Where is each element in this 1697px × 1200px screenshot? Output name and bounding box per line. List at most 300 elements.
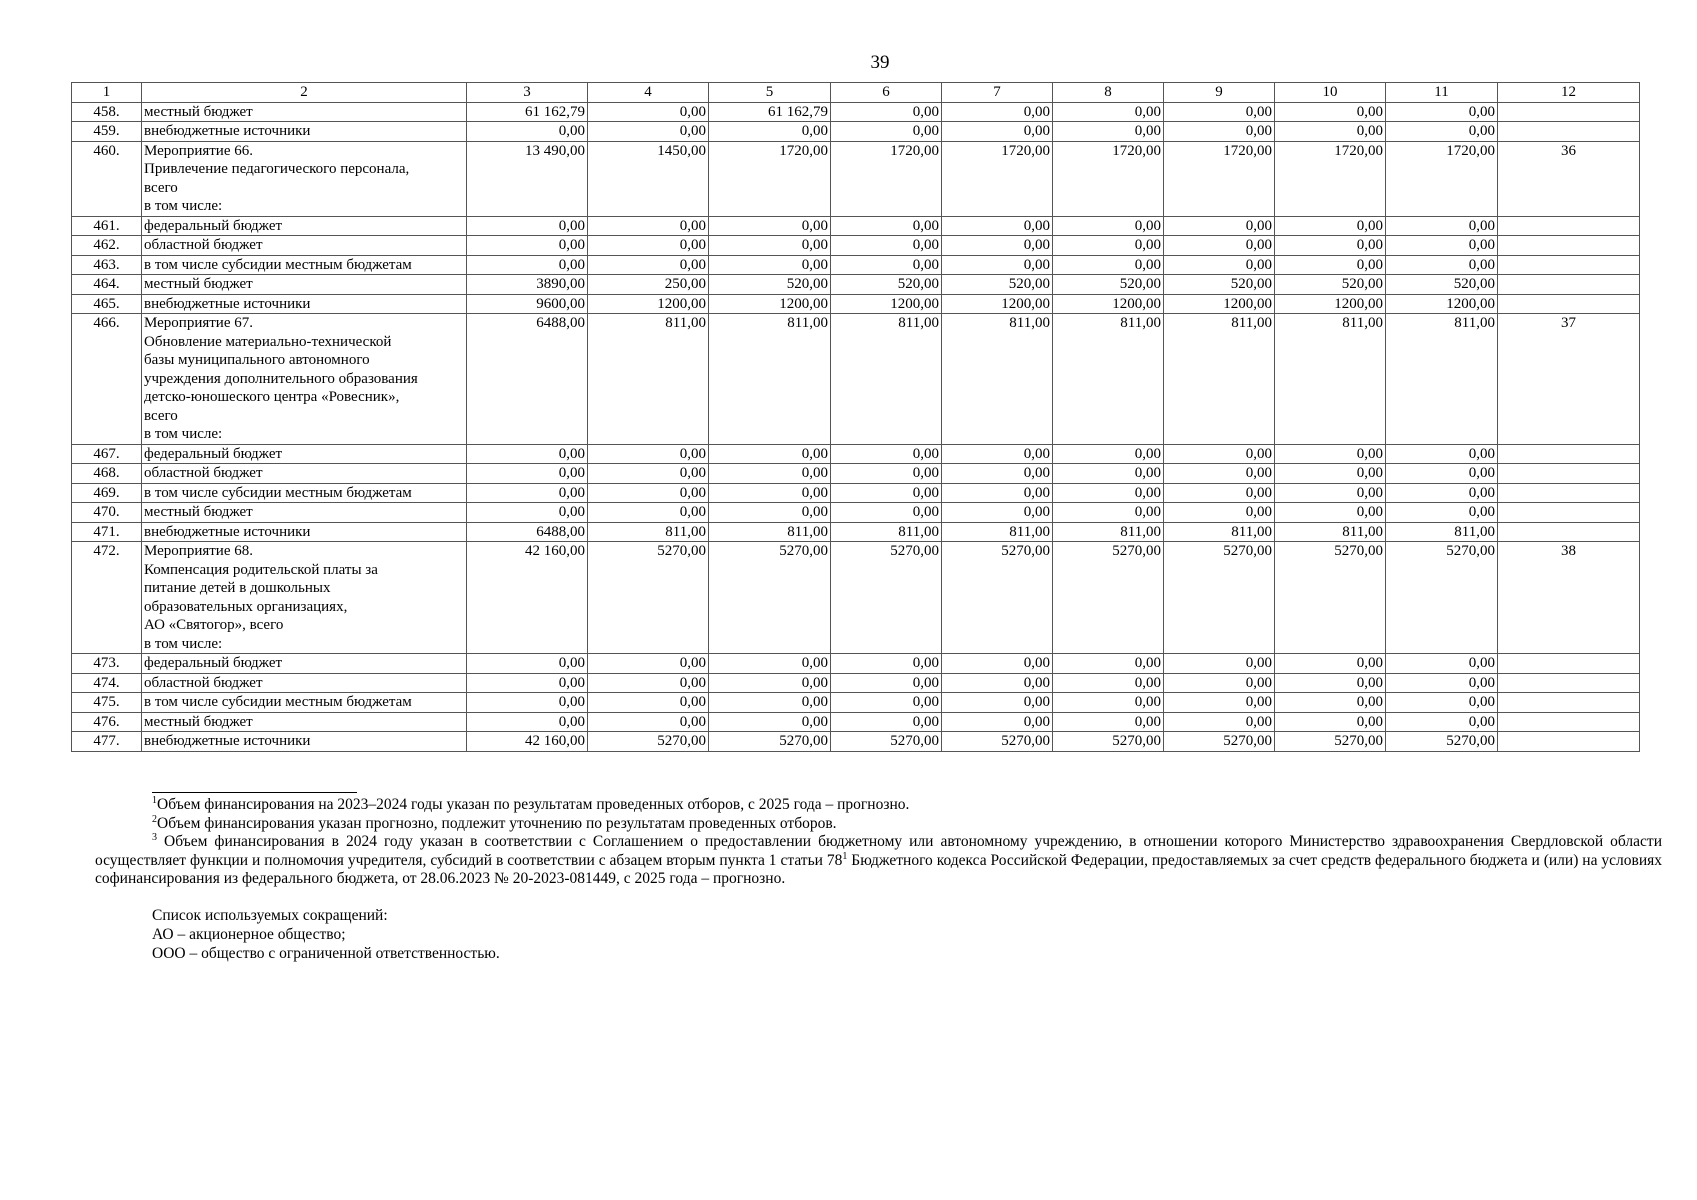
footnote-2 (95, 815, 1662, 834)
value-cell: 0,00 (709, 693, 831, 713)
value-cell: 0,00 (1386, 236, 1498, 256)
column-header: 7 (942, 83, 1053, 103)
value-cell: 0,00 (588, 255, 709, 275)
value-cell: 0,00 (1275, 503, 1386, 523)
value-cell: 1200,00 (831, 294, 942, 314)
row-number: 465. (72, 294, 142, 314)
value-cell: 0,00 (1275, 693, 1386, 713)
column-header: 5 (709, 83, 831, 103)
value-cell: 520,00 (1164, 275, 1275, 295)
value-cell: 0,00 (942, 236, 1053, 256)
table-row (72, 483, 1640, 503)
value-cell: 0,00 (709, 503, 831, 523)
abbreviation-item: ООО – общество с ограниченной ответственностью. (152, 945, 500, 962)
column-header: 4 (588, 83, 709, 103)
row-name (142, 444, 467, 464)
value-cell: 0,00 (1164, 236, 1275, 256)
value-cell: 0,00 (1053, 712, 1164, 732)
value-cell: 0,00 (1164, 216, 1275, 236)
row-name-line: в том числе субсидии местным бюджетам (144, 484, 412, 501)
value-cell: 0,00 (1275, 464, 1386, 484)
value-cell: 0,00 (1386, 122, 1498, 142)
table-row (72, 464, 1640, 484)
row-name (142, 236, 467, 256)
value-cell: 0,00 (831, 503, 942, 523)
target-ref-cell (1498, 275, 1640, 295)
value-cell: 0,00 (831, 102, 942, 122)
column-header: 8 (1053, 83, 1164, 103)
table-row (72, 542, 1640, 654)
value-cell: 0,00 (1164, 712, 1275, 732)
value-cell: 0,00 (831, 236, 942, 256)
row-name (142, 673, 467, 693)
value-cell: 6488,00 (467, 314, 588, 445)
target-ref-cell: 36 (1498, 141, 1640, 216)
value-cell: 0,00 (467, 464, 588, 484)
value-cell: 0,00 (588, 216, 709, 236)
value-cell: 0,00 (1275, 673, 1386, 693)
value-cell: 811,00 (831, 314, 942, 445)
value-cell: 5270,00 (709, 542, 831, 654)
column-header: 9 (1164, 83, 1275, 103)
budget-table (71, 82, 1640, 752)
target-ref-cell (1498, 444, 1640, 464)
target-ref-cell (1498, 673, 1640, 693)
target-ref-cell: 38 (1498, 542, 1640, 654)
value-cell: 811,00 (1275, 522, 1386, 542)
value-cell: 0,00 (942, 483, 1053, 503)
row-name-line: внебюджетные источники (144, 523, 311, 540)
value-cell: 42 160,00 (467, 732, 588, 752)
row-name-line: Мероприятие 67. (144, 315, 253, 331)
target-ref-cell (1498, 483, 1640, 503)
value-cell: 0,00 (831, 464, 942, 484)
value-cell: 0,00 (831, 122, 942, 142)
row-name (142, 464, 467, 484)
value-cell: 5270,00 (1386, 732, 1498, 752)
value-cell: 0,00 (588, 483, 709, 503)
value-cell: 1200,00 (588, 294, 709, 314)
value-cell: 0,00 (1053, 483, 1164, 503)
table-body (72, 102, 1640, 751)
table-row (72, 216, 1640, 236)
value-cell: 5270,00 (588, 732, 709, 752)
value-cell: 1720,00 (831, 141, 942, 216)
value-cell: 0,00 (1053, 444, 1164, 464)
value-cell: 0,00 (1386, 255, 1498, 275)
row-name (142, 275, 467, 295)
value-cell: 0,00 (1164, 255, 1275, 275)
footnote-text: Бюджетного кодекса Российской Федерации, предоставляемых за счет средств федерального бюджета и (или) на условиях софинансирования из федерального бюджета, от 28.06.2023 № 20-2023-081449, с 2025 года – прогнозно. (95, 851, 1662, 887)
value-cell: 6488,00 (467, 522, 588, 542)
row-name-line: питание детей в дошкольных (144, 580, 331, 596)
value-cell: 0,00 (1053, 654, 1164, 674)
value-cell: 1720,00 (1053, 141, 1164, 216)
value-cell: 811,00 (831, 522, 942, 542)
value-cell: 0,00 (1386, 654, 1498, 674)
row-number: 464. (72, 275, 142, 295)
row-name-line: учреждения дополнительного образования (144, 370, 418, 387)
row-name-line: местный бюджет (144, 713, 253, 730)
value-cell: 5270,00 (1164, 542, 1275, 654)
value-cell: 811,00 (1275, 314, 1386, 445)
value-cell: 0,00 (942, 693, 1053, 713)
value-cell: 0,00 (831, 255, 942, 275)
value-cell: 0,00 (709, 236, 831, 256)
value-cell: 9600,00 (467, 294, 588, 314)
value-cell: 0,00 (1386, 712, 1498, 732)
footnote-3 (95, 833, 1662, 889)
page-number: 39 (870, 52, 890, 73)
target-ref-cell (1498, 522, 1640, 542)
row-name-line: базы муниципального автономного (144, 352, 370, 368)
value-cell: 0,00 (1386, 483, 1498, 503)
value-cell: 0,00 (831, 673, 942, 693)
footnote-text: Объем финансирования в 2024 году указан в соответствии с Соглашением о предоставлении бюджетному или автономному учреждению, в отношении которого Министерство здравоохранения Свердловской области осуществляет функции и полномочия учредителя, субсидий в соответствии с абзацем вторым пункта 1 статьи 78 (95, 833, 1662, 869)
value-cell: 0,00 (467, 255, 588, 275)
row-name-line: в том числе: (144, 635, 223, 652)
value-cell: 0,00 (831, 654, 942, 674)
value-cell: 811,00 (588, 522, 709, 542)
value-cell: 0,00 (467, 503, 588, 523)
row-name-line: местный бюджет (144, 504, 253, 520)
value-cell: 250,00 (588, 275, 709, 295)
column-header: 1 (72, 83, 142, 103)
value-cell: 0,00 (1053, 236, 1164, 256)
value-cell: 5270,00 (1164, 732, 1275, 752)
row-name (142, 102, 467, 122)
value-cell: 811,00 (709, 522, 831, 542)
value-cell: 0,00 (588, 654, 709, 674)
row-name-line: Компенсация родительской платы за (144, 561, 378, 578)
row-name (142, 314, 467, 445)
row-name (142, 542, 467, 654)
value-cell: 1720,00 (942, 141, 1053, 216)
row-number: 460. (72, 141, 142, 216)
value-cell: 0,00 (1164, 464, 1275, 484)
value-cell: 811,00 (1386, 522, 1498, 542)
row-number: 469. (72, 483, 142, 503)
row-name-line: местный бюджет (144, 103, 253, 120)
row-name-line: Мероприятие 68. (144, 543, 253, 559)
value-cell: 0,00 (467, 216, 588, 236)
table-row (72, 102, 1640, 122)
value-cell: 5270,00 (1053, 732, 1164, 752)
table-row (72, 275, 1640, 295)
row-name (142, 216, 467, 236)
value-cell: 0,00 (588, 673, 709, 693)
value-cell: 0,00 (467, 712, 588, 732)
row-name-line: внебюджетные источники (144, 123, 311, 139)
row-name-line: в том числе субсидии местным бюджетам (144, 694, 412, 710)
table-row (72, 141, 1640, 216)
value-cell: 0,00 (1275, 102, 1386, 122)
row-name-line: в том числе: (144, 426, 223, 442)
row-number: 462. (72, 236, 142, 256)
value-cell: 3890,00 (467, 275, 588, 295)
footnote-text: Объем финансирования на 2023–2024 годы указан по результатам проведенных отборов, с 2025 года – прогнозно. (157, 796, 910, 813)
value-cell: 0,00 (1386, 503, 1498, 523)
value-cell: 0,00 (467, 654, 588, 674)
value-cell: 0,00 (1164, 654, 1275, 674)
row-name-line: федеральный бюджет (144, 655, 283, 671)
target-ref-cell (1498, 503, 1640, 523)
value-cell: 0,00 (588, 464, 709, 484)
target-ref-cell (1498, 122, 1640, 142)
value-cell: 0,00 (1275, 236, 1386, 256)
value-cell: 0,00 (709, 483, 831, 503)
value-cell: 0,00 (942, 102, 1053, 122)
row-name-line: Мероприятие 66. (144, 142, 253, 159)
value-cell: 0,00 (1275, 216, 1386, 236)
row-number: 458. (72, 102, 142, 122)
value-cell: 0,00 (588, 122, 709, 142)
value-cell: 0,00 (1053, 673, 1164, 693)
value-cell: 1200,00 (1386, 294, 1498, 314)
row-name-line: всего (144, 179, 178, 196)
value-cell: 0,00 (1164, 444, 1275, 464)
value-cell: 0,00 (588, 236, 709, 256)
row-name-line: областной бюджет (144, 674, 263, 691)
value-cell: 61 162,79 (467, 102, 588, 122)
table-row (72, 522, 1640, 542)
value-cell: 0,00 (709, 122, 831, 142)
footnote-mark: 3 (152, 832, 157, 843)
row-number: 475. (72, 693, 142, 713)
row-name-line: в том числе: (144, 198, 223, 214)
value-cell: 0,00 (709, 444, 831, 464)
value-cell: 0,00 (1386, 464, 1498, 484)
table-row (72, 732, 1640, 752)
value-cell: 520,00 (1275, 275, 1386, 295)
row-name (142, 255, 467, 275)
row-name (142, 294, 467, 314)
target-ref-cell (1498, 216, 1640, 236)
row-name-line: внебюджетные источники (144, 295, 311, 312)
row-name-line: областной бюджет (144, 465, 263, 481)
table-row (72, 503, 1640, 523)
row-number: 459. (72, 122, 142, 142)
value-cell: 0,00 (1053, 122, 1164, 142)
row-number: 473. (72, 654, 142, 674)
value-cell: 811,00 (1053, 314, 1164, 445)
value-cell: 5270,00 (709, 732, 831, 752)
value-cell: 0,00 (588, 102, 709, 122)
value-cell: 0,00 (942, 712, 1053, 732)
value-cell: 811,00 (1164, 314, 1275, 445)
row-name-line: местный бюджет (144, 276, 253, 292)
value-cell: 0,00 (467, 483, 588, 503)
footnote-1 (95, 796, 1662, 815)
value-cell: 811,00 (1386, 314, 1498, 445)
column-header: 3 (467, 83, 588, 103)
row-name-line: в том числе субсидии местным бюджетам (144, 256, 412, 273)
footnote-mark: 1 (152, 795, 157, 806)
value-cell: 0,00 (709, 216, 831, 236)
value-cell: 0,00 (942, 464, 1053, 484)
row-number: 474. (72, 673, 142, 693)
column-header: 2 (142, 83, 467, 103)
value-cell: 1720,00 (1386, 141, 1498, 216)
value-cell: 520,00 (831, 275, 942, 295)
value-cell: 0,00 (1164, 693, 1275, 713)
value-cell: 0,00 (467, 122, 588, 142)
value-cell: 5270,00 (1053, 542, 1164, 654)
value-cell: 0,00 (942, 122, 1053, 142)
value-cell: 0,00 (1275, 712, 1386, 732)
value-cell: 0,00 (942, 216, 1053, 236)
value-cell: 0,00 (1275, 654, 1386, 674)
value-cell: 0,00 (709, 654, 831, 674)
value-cell: 0,00 (831, 216, 942, 236)
footnote-mark: 1 (842, 850, 848, 862)
row-number: 472. (72, 542, 142, 654)
row-number: 466. (72, 314, 142, 445)
table-row (72, 693, 1640, 713)
value-cell: 0,00 (1164, 102, 1275, 122)
value-cell: 520,00 (1386, 275, 1498, 295)
value-cell: 0,00 (942, 654, 1053, 674)
value-cell: 1720,00 (1164, 141, 1275, 216)
footnote-separator (152, 792, 357, 793)
value-cell: 0,00 (1275, 122, 1386, 142)
table-row (72, 654, 1640, 674)
row-name (142, 122, 467, 142)
value-cell: 0,00 (467, 236, 588, 256)
value-cell: 5270,00 (831, 732, 942, 752)
value-cell: 811,00 (588, 314, 709, 445)
column-header: 10 (1275, 83, 1386, 103)
value-cell: 0,00 (709, 255, 831, 275)
value-cell: 520,00 (942, 275, 1053, 295)
value-cell: 0,00 (831, 712, 942, 732)
value-cell: 0,00 (1386, 693, 1498, 713)
table-row (72, 673, 1640, 693)
row-number: 471. (72, 522, 142, 542)
row-name (142, 522, 467, 542)
value-cell: 0,00 (1053, 693, 1164, 713)
row-name (142, 483, 467, 503)
value-cell: 0,00 (588, 712, 709, 732)
table-row (72, 255, 1640, 275)
target-ref-cell (1498, 712, 1640, 732)
value-cell: 1200,00 (942, 294, 1053, 314)
value-cell: 1200,00 (1164, 294, 1275, 314)
row-number: 477. (72, 732, 142, 752)
row-name (142, 141, 467, 216)
row-name-line: Обновление материально-технической (144, 333, 392, 350)
row-name-line: федеральный бюджет (144, 217, 283, 234)
value-cell: 0,00 (1386, 673, 1498, 693)
row-number: 476. (72, 712, 142, 732)
row-name-line: АО «Святогор», всего (144, 617, 284, 633)
value-cell: 0,00 (1053, 102, 1164, 122)
target-ref-cell (1498, 464, 1640, 484)
value-cell: 0,00 (942, 444, 1053, 464)
value-cell: 0,00 (942, 503, 1053, 523)
value-cell: 5270,00 (588, 542, 709, 654)
value-cell: 0,00 (1164, 122, 1275, 142)
target-ref-cell (1498, 255, 1640, 275)
value-cell: 1200,00 (1275, 294, 1386, 314)
row-name (142, 654, 467, 674)
value-cell: 1720,00 (1275, 141, 1386, 216)
value-cell: 0,00 (1386, 102, 1498, 122)
footnote-mark: 2 (152, 813, 157, 825)
value-cell: 0,00 (1275, 255, 1386, 275)
value-cell: 0,00 (1275, 444, 1386, 464)
abbreviation-item: АО – акционерное общество; (152, 926, 346, 943)
value-cell: 0,00 (1164, 483, 1275, 503)
value-cell: 811,00 (1164, 522, 1275, 542)
value-cell: 0,00 (1164, 503, 1275, 523)
value-cell: 42 160,00 (467, 542, 588, 654)
value-cell: 13 490,00 (467, 141, 588, 216)
value-cell: 520,00 (1053, 275, 1164, 295)
footnotes (95, 792, 1662, 889)
value-cell: 5270,00 (1386, 542, 1498, 654)
value-cell: 811,00 (942, 314, 1053, 445)
table-row (72, 122, 1640, 142)
row-name (142, 732, 467, 752)
row-number: 470. (72, 503, 142, 523)
target-ref-cell (1498, 236, 1640, 256)
abbreviations-title: Список используемых сокращений: (152, 907, 388, 924)
target-ref-cell (1498, 102, 1640, 122)
value-cell: 0,00 (588, 503, 709, 523)
target-ref-cell (1498, 654, 1640, 674)
table-row (72, 712, 1640, 732)
value-cell: 1720,00 (709, 141, 831, 216)
value-cell: 0,00 (831, 693, 942, 713)
column-header: 6 (831, 83, 942, 103)
target-ref-cell (1498, 732, 1640, 752)
value-cell: 0,00 (1386, 444, 1498, 464)
row-name-line: всего (144, 407, 178, 424)
column-header: 12 (1498, 83, 1640, 103)
value-cell: 811,00 (942, 522, 1053, 542)
row-name (142, 712, 467, 732)
value-cell: 0,00 (831, 444, 942, 464)
value-cell: 0,00 (467, 693, 588, 713)
table-row (72, 236, 1640, 256)
value-cell: 5270,00 (1275, 542, 1386, 654)
row-name-line: образовательных организациях, (144, 598, 348, 615)
value-cell: 0,00 (942, 673, 1053, 693)
row-name-line: федеральный бюджет (144, 445, 283, 462)
row-name (142, 693, 467, 713)
target-ref-cell: 37 (1498, 314, 1640, 445)
value-cell: 0,00 (709, 464, 831, 484)
value-cell: 0,00 (588, 693, 709, 713)
row-name (142, 503, 467, 523)
table-header-row (72, 83, 1640, 103)
target-ref-cell (1498, 693, 1640, 713)
value-cell: 811,00 (709, 314, 831, 445)
value-cell: 0,00 (1164, 673, 1275, 693)
value-cell: 0,00 (1053, 255, 1164, 275)
row-number: 467. (72, 444, 142, 464)
table-row (72, 294, 1640, 314)
value-cell: 1200,00 (709, 294, 831, 314)
value-cell: 1450,00 (588, 141, 709, 216)
row-name-line: Привлечение педагогического персонала, (144, 161, 410, 177)
row-name-line: детско-юношеского центра «Ровесник», (144, 389, 400, 405)
value-cell: 0,00 (942, 255, 1053, 275)
value-cell: 0,00 (467, 673, 588, 693)
table-row (72, 314, 1640, 445)
value-cell: 520,00 (709, 275, 831, 295)
